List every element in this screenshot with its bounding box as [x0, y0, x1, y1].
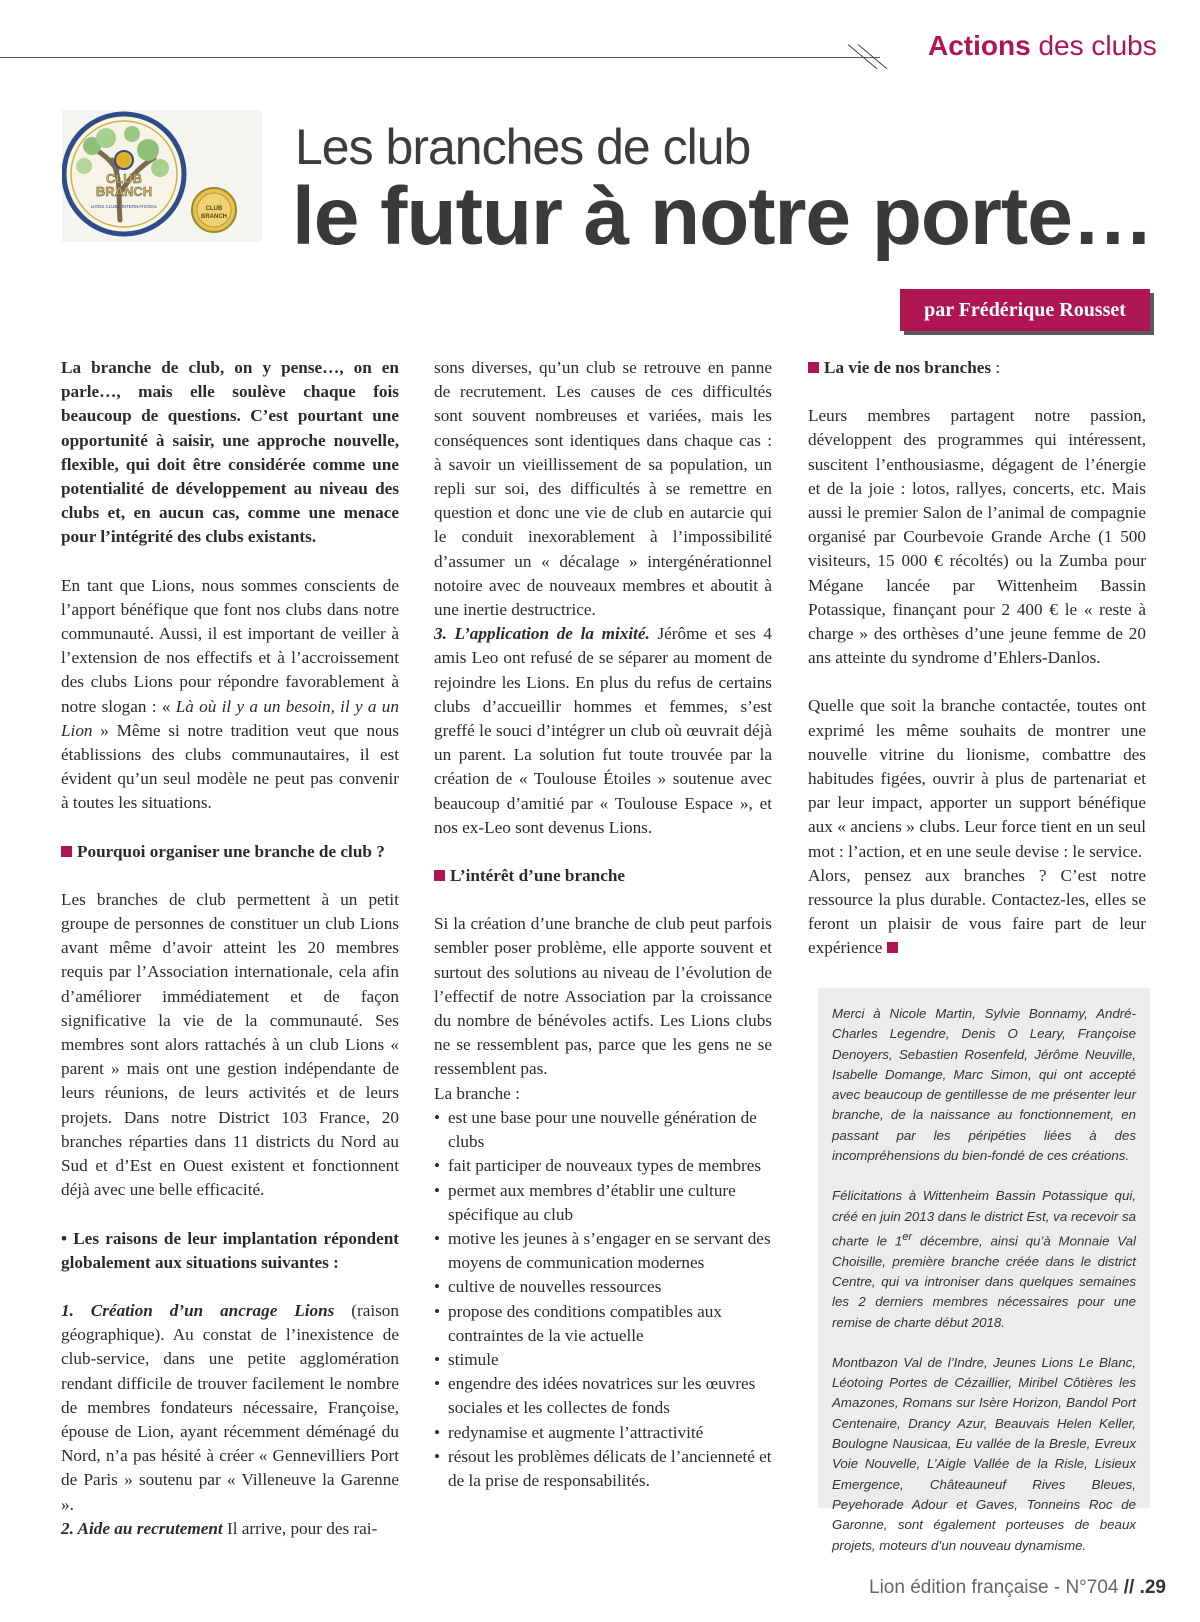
congratulations-paragraph: Félicitations à Wittenheim Bassin Potassique qui, créé en juin 2013 dans le district Est, va recevoir sa charte le 1er décembre, ainsi qu’à Monnaie Val Choisille, première branche créée dans le district Centre, qui va introniser dans quelques semaines les 2 derniers membres nécessaires pour une remise de charte début 2018. [832, 1188, 1136, 1330]
article-column-3 [808, 356, 1146, 961]
logo-club-text: CLUB [105, 171, 143, 186]
article-title-line1: Les branches de club [295, 119, 751, 175]
subheading: • Les raisons de leur implantation répondent globalement aux situations suivantes : [61, 1228, 399, 1272]
paragraph: 3. L’application de la mixité. Jérôme et ses 4 amis Leo ont refusé de se séparer au moment de rejoindre les Lions. En plus du refus de certains clubs d’accueillir hommes et femmes, s’est greffé le souci d’intégrer un club où œuvrait déjà un parent. La solution fut toute trouvée par la création de « Toulouse Étoiles » soutenue avec beaucoup d’amitié par « Toulouse Espace », et nos ex-Leo sont devenus Lions. [434, 624, 772, 837]
logo-branch-text: BRANCH [95, 184, 153, 199]
header-rule [0, 57, 880, 58]
end-mark-icon [887, 942, 898, 953]
badge-club-text: CLUB [205, 206, 223, 212]
paragraph: Les branches de club permettent à un petit groupe de personnes de constituer un club Lions avant même d’avoir atteint les 20 membres requis par l’Association internationale, cela afin d’améliorer immédiatement et de façon significative la vie de la communauté. Ses membres sont alors rattachés à un club Lions « parent » mais ont une gestion indépendante de leurs réunions, de leurs activités et de leurs projets. Dans notre District 103 France, 20 branches réparties dans 11 districts du Nord au Sud et d’Est en Ouest existent et fonctionnent déjà avec une belle efficacité. [61, 889, 399, 1200]
page-number: // .29 [1123, 1577, 1166, 1598]
paragraph: 1. Création d’un ancrage Lions (raison géographique). Au constat de l’inexistence de club-service, dans une petite agglomération rendant difficile de trouver facilement le nombre de membres fondateurs nécessaire, Françoise, épouse de Lion, ayant récemment déménagé du Nord, n’a pas hésité à créer « Gennevilliers Port de Paris » soutenu par « Villeneuve la Garenne ». [61, 1300, 399, 1514]
acknowledgements-paragraph: Merci à Nicole Martin, Sylvie Bonnamy, André-Charles Legendre, Denis O Leary, Françoise Denoyers, Sebastien Rosenfeld, Jérôme Neuville, Isabelle Domange, Marc Simon, qui ont accepté avec beaucoup de gentillesse de me présenter leur branche, de la naissance au fonctionnement, en passant par les péripéties liées à des incompréhensions du bien-fondé de ces créations. [832, 1006, 1136, 1164]
logo-caption: LIONS CLUBS INTERNATIONAL [90, 204, 158, 209]
club-branch-logo [62, 110, 262, 242]
paragraph: Leurs membres partagent notre passion, développent des programmes qui intéressent, suscitent l’enthousiasme, dégagent de l’énergie et de la joie : lotos, rallyes, concerts, etc. Mais aussi le premier Salon de l’animal de compagnie organisé par Courbevoie Grande Arche (1 500 visiteurs, 15 000 € récoltés) ou la Zumba pour Mégane lancée par Wittenheim Bassin Potassique, finançant pour 2 400 € le « reste à charge » des orthèses d’une jeune femme de 20 ans atteinte du syndrome d’Ehlers-Danlos. [808, 406, 1146, 668]
list-item: • propose des conditions compatibles aux contraintes de la vie actuelle [434, 1300, 772, 1348]
list-item: • motive les jeunes à s’engager en se servant des moyens de communication modernes [434, 1227, 772, 1275]
article-column-2 [434, 356, 772, 1493]
list-item: • permet aux membres d’établir une culture spécifique au club [434, 1179, 772, 1227]
list-intro: La branche : [434, 1083, 520, 1103]
lead-paragraph: La branche de club, on y pense…, on en parle…, mais elle soulève chaque fois beaucoup de questions. C’est pourtant une opportunité à saisir, une approche nouvelle, flexible, qui doit être considérée comme une potentialité de développement au niveau des clubs et, en aucun cas, comme une menace pour l’intégrité des clubs existants. [61, 358, 399, 547]
subheading: Pourquoi organiser une branche de club ? [61, 840, 399, 864]
paragraph: En tant que Lions, nous sommes conscients de l’apport bénéfique que font nos clubs dans notre communauté. Aussi, il est important de veiller à l’extension de nos effectifs et à l’accroissement des clubs Lions pour répondre favorablement à notre slogan : « Là où il y a un besoin, il y a un Lion » Même si notre tradition veut que nous établissions des clubs communautaires, il est évident qu’un seul modèle ne peut pas convenir à toutes les situations. [61, 575, 399, 813]
page-footer: Lion édition française - N°704 // .29 [869, 1577, 1166, 1598]
square-bullet-icon [434, 870, 445, 881]
section-heading: Actions des clubs [928, 30, 1157, 61]
paragraph: sons diverses, qu’un club se retrouve en panne de recrutement. Les causes de ces difficultés sont souvent nombreuses et variées, mais les conséquences sont identiques dans chaque cas : à savoir un vieillissement de sa population, un repli sur soi, des difficultés à se remettre en question et donc une vie de club en autarcie qui le conduit inexorablement à l’impossibilité d’assumer un « décalage » intergénérationnel notoire avec de nouveaux membres et aboutit à une inertie destructrice. [434, 358, 772, 620]
acknowledgements-box [818, 988, 1150, 1553]
list-item: • est une base pour une nouvelle génération de clubs [434, 1106, 772, 1154]
subheading: L’intérêt d’une branche [434, 864, 772, 888]
square-bullet-icon [61, 846, 72, 857]
list-item: • engendre des idées novatrices sur les œuvres sociales et les collectes de fonds [434, 1372, 772, 1420]
list-item: • résout les problèmes délicats de l’ancienneté et de la prise de responsabilités. [434, 1445, 772, 1493]
article-title-line2: le futur à notre porte… [292, 171, 1153, 262]
benefits-list [434, 1106, 772, 1493]
branches-list-paragraph: Montbazon Val de l’Indre, Jeunes Lions Le Blanc, Léotoing Portes de Cézaillier, Miribel Côtières les Amazones, Romans sur Isère Horizon, Bandol Port Centenaire, Drancy Azur, Beauvais Helen Keller, Boulogne Nausicaa, Eu vallée de la Bresle, Evreux Voie Nouvelle, L’Aigle Vallée de la Risle, Lisieux Emergence, Châteauneuf Rives Bleues, Peyehorade Adour et Gaves, Tonneins Roc de Garonne, sont également porteuses de beaux projets, moteurs d’un nouveau dynamisme. [832, 1354, 1136, 1553]
list-item: • cultive de nouvelles ressources [434, 1275, 772, 1299]
paragraph: Si la création d’une branche de club peut parfois sembler poser problème, elle apporte souvent et surtout des solutions au niveau de l’évolution de l’effectif de notre Association par la croissance du nombre de bénévoles actifs. Les Lions clubs ne se ressemblent pas, parce que les gens ne se ressemblent pas. [434, 914, 772, 1079]
author-badge: par Frédérique Rousset [900, 289, 1150, 331]
list-item: • redynamise et augmente l’attractivité [434, 1421, 772, 1445]
badge-branch-text: BRANCH [201, 214, 227, 220]
paragraph: Alors, pensez aux branches ? C’est notre ressource la plus durable. Contactez-les, elles se feront un plaisir de vous faire part de leur expérience [808, 865, 1146, 958]
article-column-1 [61, 356, 399, 1541]
paragraph: 2. Aide au recrutement Il arrive, pour des rai- [61, 1518, 378, 1538]
list-item: • fait participer de nouveaux types de membres [434, 1154, 772, 1178]
subheading: La vie de nos branches : [808, 356, 1146, 380]
paragraph: Quelle que soit la branche contactée, toutes ont exprimé les même souhaits de montrer une nouvelle vitrine du lionisme, combattre des habitudes figées, ouvrir à plus de partenariat et par leur impact, apporter un support bénéfique aux « anciens » clubs. Leur force tient en un seul mot : l’action, et en une seule devise : le service. [808, 696, 1146, 861]
list-item: • stimule [434, 1348, 772, 1372]
square-bullet-icon [808, 362, 819, 373]
